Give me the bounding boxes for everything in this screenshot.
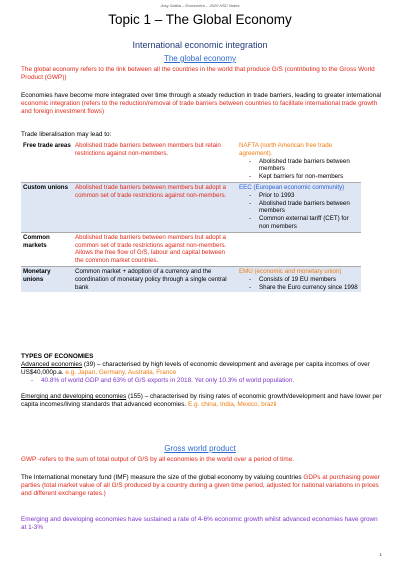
imf-paragraph (21, 474, 383, 498)
trade-integration-table (21, 141, 361, 292)
example-title: EMU (economic and monetary union) (239, 267, 342, 275)
advanced-label: Advanced economies (21, 361, 83, 368)
developing-text: (155) – characterised by rising rates of economic growth/development and have lower per capita incomes/living standards that advanced economies. (21, 393, 382, 408)
row-name: Custom unions (21, 182, 73, 232)
row-example (237, 266, 361, 292)
list-item: - Abolished trade barriers between members (249, 200, 359, 216)
table-row (21, 232, 361, 266)
gwp-definition: GWP -refers to the sum of total output of G/S by all economies in the world over a period of time. (21, 456, 295, 463)
table-row (21, 182, 361, 232)
example-points (239, 158, 359, 181)
developing-economies (21, 393, 383, 409)
global-economy-definition: The global economy refers to the link between all the countries in the world that produce G/S (contributing to the Gross World Product (GWP)) (21, 66, 375, 81)
list-item: - Kept barriers for non-members (249, 173, 359, 181)
advanced-examples: e.g. Japan, Germany, Australia, France (65, 369, 177, 376)
row-example (237, 141, 361, 182)
row-desc: Abolished trade barriers between members but retain restrictions against non-members. (75, 142, 221, 157)
advanced-economies (21, 361, 383, 377)
example-points (239, 276, 359, 292)
example-title: EEC (European economic community) (239, 183, 345, 191)
imf-definition: GDPs at purchasing power parties (total market value of all G/S produced by a country during a given time period, adjusted for national variations in prices and different exchange rates.) (21, 474, 380, 497)
integration-paragraph (21, 92, 383, 116)
list-item: - Abolished trade barriers between members (249, 158, 359, 174)
imf-text: The International monetary fund (IMF) measure the size of the global economy by valuing countries (21, 474, 304, 481)
row-name: Common markets (21, 232, 73, 266)
list-item: - Common external tariff (CET) for non members (249, 215, 359, 231)
example-points (239, 192, 359, 231)
advanced-text: (39) – characterised by high levels of economic development and average per capita incomes of over US$40,000p.a. (21, 361, 370, 376)
developing-examples: E.g. china, India, Mexico, brazil (187, 401, 277, 408)
row-example (237, 232, 361, 266)
row-name: Monetary unions (21, 266, 73, 292)
row-desc: Abolished trade barriers between members but adopt a common set of trade restrictions against non-members. (73, 182, 237, 232)
row-desc: Abolished trade barriers between members but adopt a common set of trade restrictions against non-members. Allows the free flow of G/S, labour and capital between the common market countries. (73, 232, 237, 266)
row-name: Free trade areas (23, 142, 71, 149)
page-title: Topic 1 – The Global Economy (108, 12, 292, 27)
list-item: - Prior to 1993 (249, 192, 359, 200)
example-title: NAFTA (north American free trade agreement). (239, 142, 333, 157)
list-item: - Share the Euro currency since 1998 (249, 284, 359, 292)
growth-paragraph: Emerging and developing economies have sustained a rate of 4-6% economic growth whilst advanced economies have grown at 1-3% (21, 516, 378, 531)
row-example (237, 182, 361, 232)
table-row (21, 266, 361, 292)
types-of-economies (21, 353, 383, 409)
page-number: 1 (379, 552, 382, 557)
developing-label: Emerging and developing economies (21, 393, 127, 400)
list-item: - Consists of 19 EU members (249, 276, 359, 284)
row-desc: Common market + adoption of a currency and the coordination of monetary policy through a single central bank (73, 266, 237, 292)
section-heading-global-economy: The global economy (163, 54, 237, 63)
section-heading-gross-world-product: Gross world product (164, 444, 236, 453)
integration-definition: economic integration (refers to the reduction/removal of trade barriers between countries to facilitate international trade growth and foreign investment flows) (21, 100, 378, 115)
header-note: Josy Saliba – Economics – 2020 HSC Notes (160, 3, 240, 8)
types-heading: TYPES OF ECONOMIES (21, 353, 94, 360)
advanced-points (21, 377, 383, 385)
table-row (21, 141, 361, 182)
page-subtitle: International economic integration (132, 40, 268, 50)
integration-text: Economies have become more integrated over time through a steady reduction in trade barriers, leading to greater international (21, 92, 382, 99)
trade-lib-label: Trade liberalisation may lead to: (21, 131, 112, 138)
list-item: - 40.8% of world GDP and 63% of G/S exports in 2018. Yet only 10.3% of world population. (31, 377, 383, 385)
